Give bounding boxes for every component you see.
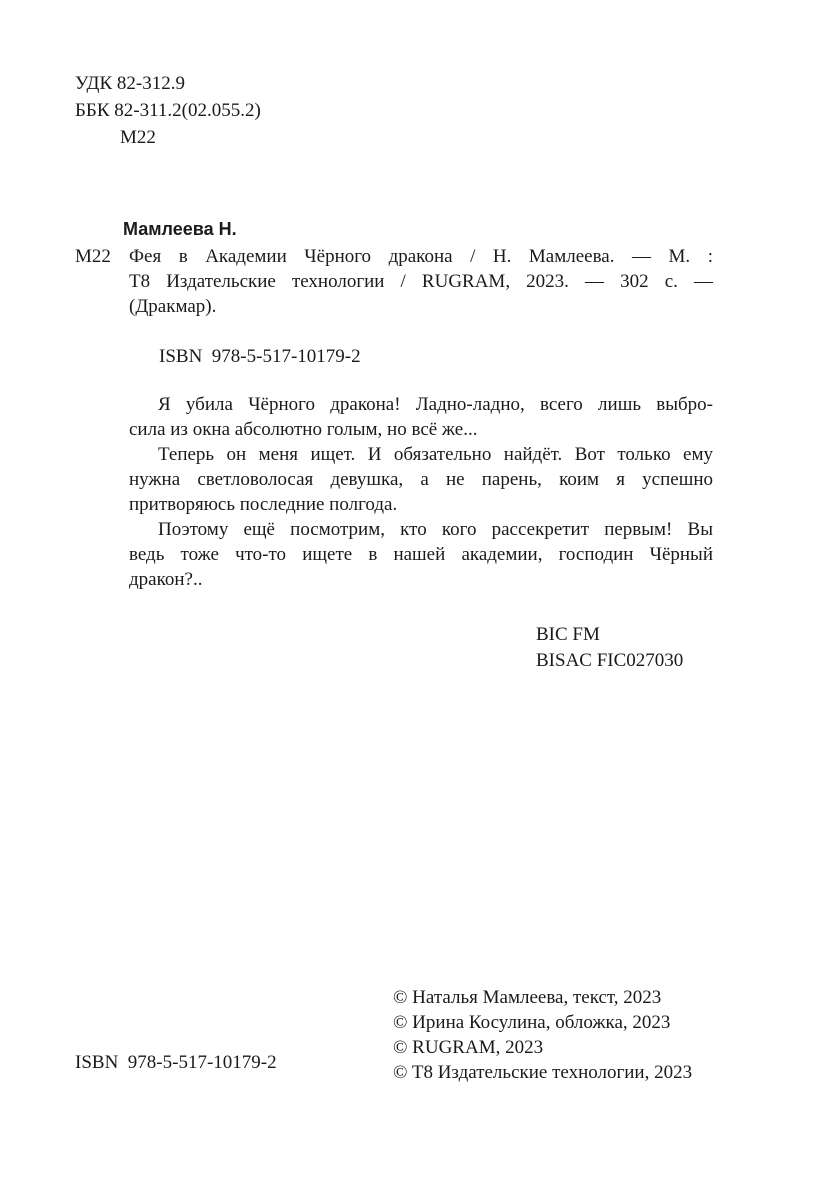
annotation-paragraph [129,442,713,517]
annotation-line: Я убила Чёрного дракона! Ладно-ладно, всего лишь выбро- [158,394,713,415]
annotation-line: дракон?.. [129,569,203,590]
annotation-paragraph [129,517,713,592]
annotation-line: сила из окна абсолютно голым, но всё же... [129,419,478,440]
copyright-line: © RUGRAM, 2023 [393,1037,544,1058]
bibliographic-description [129,244,713,319]
copyright-line: © Ирина Косулина, обложка, 2023 [393,1012,671,1033]
isbn-entry: ISBN 978-5-517-10179-2 [159,346,361,367]
bic-code: BIC FM [536,624,600,645]
author-sign: М22 [120,127,156,148]
annotation-paragraph [129,392,713,442]
bbk-code: ББК 82-311.2(02.055.2) [75,100,261,121]
bibliographic-line: Фея в Академии Чёрного дракона / Н. Мамлеева. — М. : [129,246,713,267]
annotation-line: Теперь он меня ищет. И обязательно найдёт. Вот только ему [158,444,713,465]
copyright-line: © T8 Издательские технологии, 2023 [393,1062,693,1083]
author-sign-margin: М22 [75,246,111,267]
annotation-line: притворяюсь последние полгода. [129,494,398,515]
bibliographic-line: (Дракмар). [129,296,217,317]
annotation [129,392,713,592]
copyright-line: © Наталья Мамлеева, текст, 2023 [393,987,662,1008]
annotation-line: нужна светловолосая девушка, а не парень, коим я успешно [129,469,713,490]
annotation-line: Поэтому ещё посмотрим, кто кого рассекретит первым! Вы [158,519,713,540]
author-heading: Мамлеева Н. [123,219,237,239]
bibliographic-line: T8 Издательские технологии / RUGRAM, 2023. — 302 с. — [129,271,713,292]
udk-code: УДК 82-312.9 [75,73,185,94]
bisac-code: BISAC FIC027030 [536,650,684,671]
copyright-block [393,985,692,1085]
footer-isbn: ISBN 978-5-517-10179-2 [75,1052,277,1073]
annotation-line: ведь тоже что-то ищете в нашей академии, господин Чёрный [129,544,713,565]
